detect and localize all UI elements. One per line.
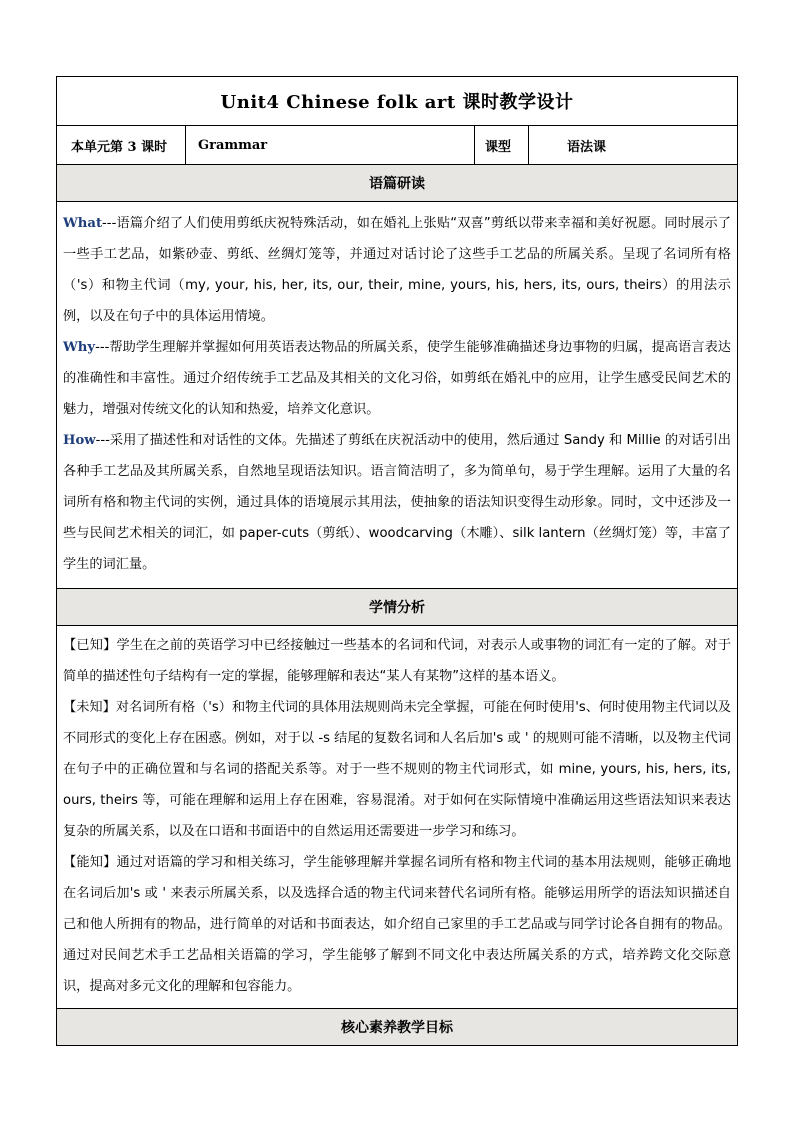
how-paragraph [63,425,731,580]
section-header-discourse [57,165,738,202]
lesson-plan-document [56,76,737,1046]
unknown-label: 【未知】 [63,700,116,715]
how-label: How [63,433,96,448]
known-paragraph [63,630,731,692]
able-label: 【能知】 [63,855,117,870]
why-text: ---帮助学生理解并掌握如何用英语表达物品的所属关系，使学生能够准确描述身边事物的归属，提高语言表达的准确性和丰富性。通过介绍传统手工艺品及其相关的文化习俗，如剪纸在婚礼中的应用，让学生感受民间艺术的魅力，增强对传统文化的认知和热爱，培养文化意识。 [63,340,731,417]
meta-row [57,126,738,165]
why-label: Why [63,340,96,355]
how-text: ---采用了描述性和对话性的文体。先描述了剪纸在庆祝活动中的使用，然后通过 Sandy 和 Millie 的对话引出各种手工艺品及其所属关系，自然地呈现语法知识。语言简洁明了，多为简单句，易于学生理解。运用了大量的名词所有格和物主代词的实例，通过具体的语境展示其用法，使抽象的语法知识变得生动形象。同时，文中还涉及一些与民间艺术相关的词汇，如 paper-cuts（剪纸）、woodcarving（木雕）、silk lantern（丝绸灯笼）等，丰富了学生的词汇量。 [63,433,731,572]
section-heading: 语篇研读 [57,165,738,202]
section-header-learner [57,589,738,626]
why-paragraph [63,332,731,425]
known-label: 【已知】 [63,638,117,653]
discourse-analysis-row [57,202,738,589]
what-paragraph [63,208,731,332]
able-paragraph [63,847,731,1002]
unknown-text: 对名词所有格（'s）和物主代词的具体用法规则尚未完全掌握，可能在何时使用's、何时使用物主代词以及不同形式的变化上存在困惑。例如，对于以 -s 结尾的复数名词和人名后加's 或 ' 的规则可能不清晰，以及物主代词在句子中的正确位置和与名词的搭配关系等。对于一些不规则的物主代词形式，如 mine, yours, his, hers, its, ours, theirs 等，可能在理解和运用上存在困难，容易混淆。对于如何在实际情境中准确运用这些语法知识来表达复杂的所属关系，以及在口语和书面语中的自然运用还需要进一步学习和练习。 [63,700,732,839]
what-text: ---语篇介绍了人们使用剪纸庆祝特殊活动，如在婚礼上张贴“双喜”剪纸以带来幸福和美好祝愿。同时展示了一些手工艺品，如紫砂壶、剪纸、丝绸灯笼等，并通过对话讨论了这些手工艺品的所属关系。呈现了名词所有格（'s）和物主代词（my, your, his, her, its, our, their, mine, yours, his, hers, its, ours, theirs）的用法示例，以及在句子中的具体运用情境。 [63,216,731,324]
document-title: Unit4 Chinese folk art 课时教学设计 [220,92,574,113]
section-heading: 学情分析 [57,589,738,626]
learner-analysis-row [57,626,738,1009]
section-heading: 核心素养教学目标 [57,1009,738,1046]
lesson-topic: Grammar [186,126,475,165]
able-text: 通过对语篇的学习和相关练习，学生能够理解并掌握名词所有格和物主代词的基本用法规则，能够正确地在名词后加's 或 ' 来表示所属关系，以及选择合适的物主代词来替代名词所有格。能够运用所学的语法知识描述自己和他人所拥有的物品，进行简单的对话和书面表达，如介绍自己家里的手工艺品或与同学讨论各自拥有的物品。通过对民间艺术手工艺品相关语篇的学习，学生能够了解到不同文化中表达所属关系的方式，培养跨文化交际意识，提高对多元文化的理解和包容能力。 [63,855,732,994]
type-value: 语法课 [529,126,738,165]
what-label: What [63,216,103,231]
type-label: 课型 [475,126,529,165]
title-row [57,77,738,126]
known-text: 学生在之前的英语学习中已经接触过一些基本的名词和代词，对表示人或事物的词汇有一定的了解。对于简单的描述性句子结构有一定的掌握，能够理解和表达“某人有某物”这样的基本语义。 [63,638,732,684]
unknown-paragraph [63,692,731,847]
lesson-plan-table [56,76,738,1046]
lesson-label: 本单元第 3 课时 [57,126,186,165]
section-header-objectives [57,1009,738,1046]
